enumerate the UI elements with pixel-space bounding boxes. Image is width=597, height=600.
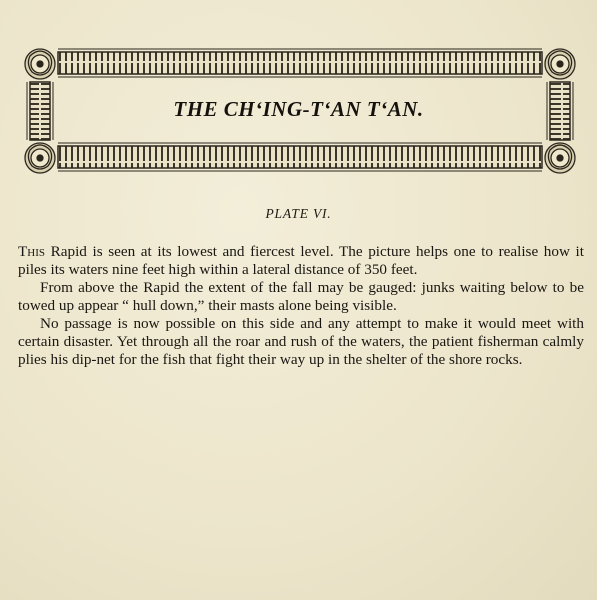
paragraph-3-text: No passage is now possible on this side and any attempt to make it would meet with certain disaster. Yet through all the roar and rush of the waters, the patient fisherman calmly plies his dip-net for the fish that fight their way up in the shelter of the shore rocks.: [18, 315, 584, 368]
page-title: THE CH‘ING-T‘AN T‘AN.: [173, 97, 424, 121]
paragraph-2-text: From above the Rapid the extent of the fall may be gauged: junks waiting below to be towed up appear “ hull down,” their masts alone being visible.: [18, 279, 584, 314]
paragraph-1-lead: This: [18, 243, 46, 260]
plate-label: PLATE VI.: [265, 206, 332, 221]
corner-rosette-top-left: [25, 49, 55, 79]
paragraph-2: [18, 279, 584, 315]
paragraph-1: [18, 243, 584, 279]
corner-rosette-top-right: [545, 49, 575, 79]
paragraph-1-text: Rapid is seen at its lowest and fiercest level. The picture helps one to realise how it piles its waters nine feet high within a lateral distance of 350 feet.: [18, 243, 584, 278]
corner-rosette-bottom-left: [25, 143, 55, 173]
corner-rosette-bottom-right: [545, 143, 575, 173]
paragraph-3: [18, 315, 584, 369]
body-text: [18, 243, 584, 369]
